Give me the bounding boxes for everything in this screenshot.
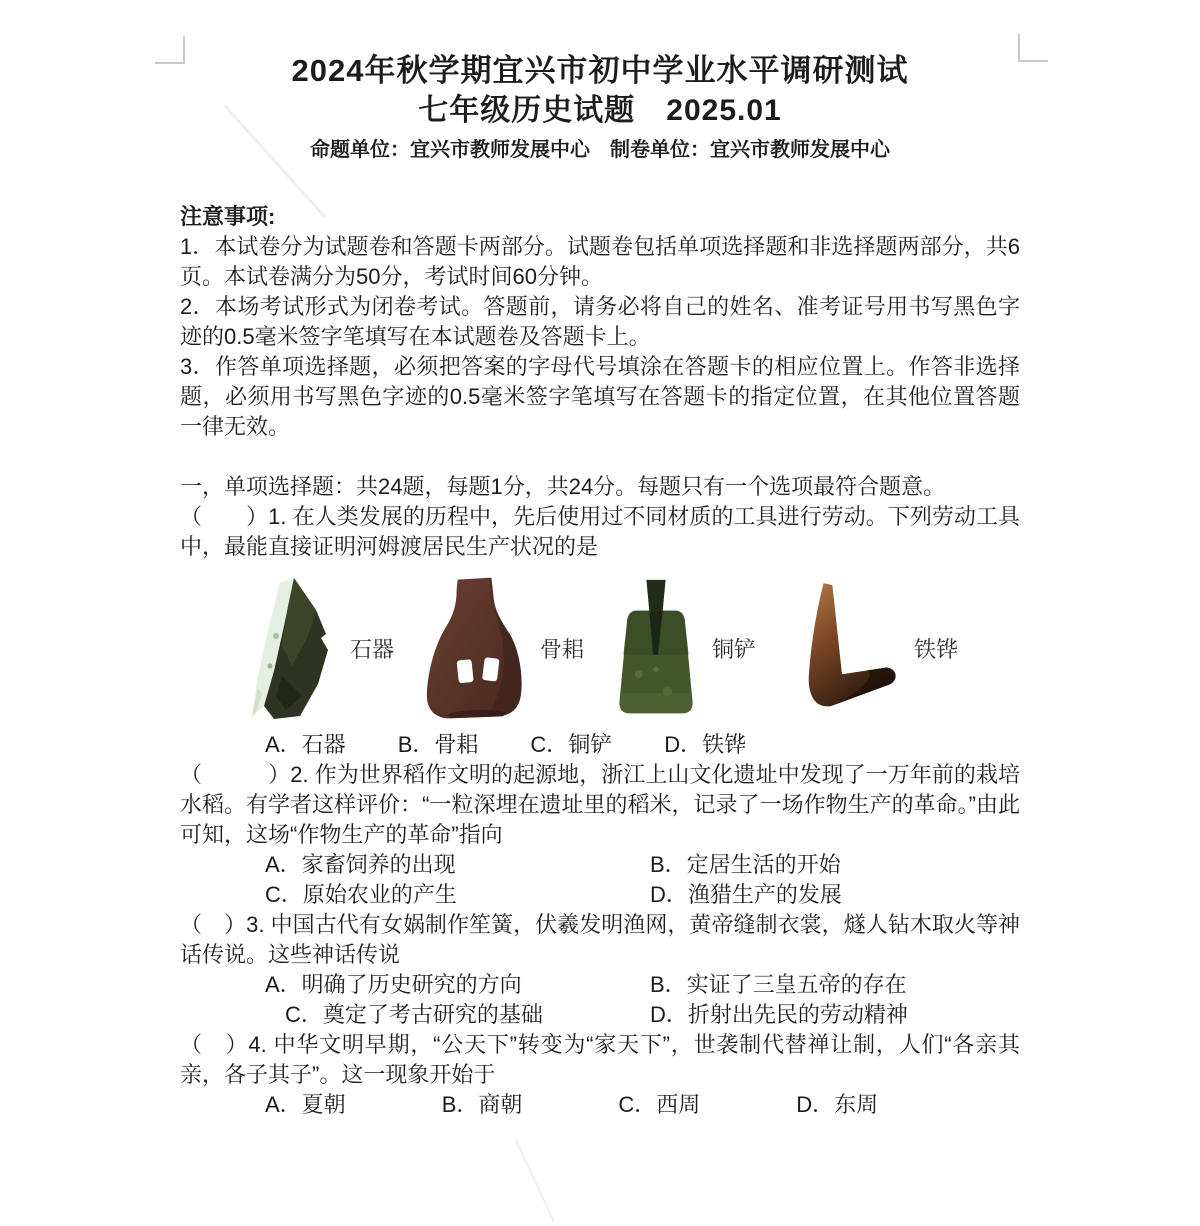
- paper-header: [0, 0, 1200, 162]
- figure-label-stone: 石器: [350, 637, 395, 663]
- bronze-shovel-icon: [608, 575, 704, 725]
- q3-option-a: A．明确了历史研究的方向: [265, 972, 522, 998]
- crop-mark-top-left: [155, 36, 185, 64]
- question-1-figures: [242, 574, 1020, 726]
- org-line: 命题单位：宜兴市教师发展中心 制卷单位：宜兴市教师发展中心: [310, 139, 890, 162]
- notice-item-1: 1．本试卷分为试题卷和答题卡两部分。试题卷包括单项选择题和非选择题两部分，共6页。本试卷满分为50分，考试时间60分钟。: [180, 234, 1020, 290]
- q2-option-a: A．家畜饲养的出现: [265, 852, 456, 878]
- q3-option-c: C．奠定了考古研究的基础: [285, 1002, 543, 1028]
- question-2-options: [265, 850, 1020, 910]
- q3-option-b: B．实证了三皇五帝的存在: [650, 972, 907, 998]
- page-subtitle: 七年级历史试题 2025.01: [418, 94, 782, 128]
- figure-stone-tool: [242, 576, 394, 724]
- q2-option-c: C．原始农业的产生: [265, 882, 457, 908]
- figure-label-bone: 骨耜: [540, 637, 585, 663]
- question-4-stem: （ ）4. 中华文明早期，“公天下”转变为“家天下”，世袭制代替禅让制，人们“各亲其亲，各子其子”。这一现象开始于: [180, 1032, 1020, 1088]
- q4-option-c: C．西周: [618, 1092, 701, 1118]
- q2-option-b: B．定居生活的开始: [650, 852, 841, 878]
- q1-option-c: C．铜铲: [530, 732, 613, 758]
- q4-option-a: A．夏朝: [265, 1092, 346, 1118]
- question-3-options: [265, 970, 1020, 1030]
- figure-bone-spade: [418, 575, 584, 725]
- question-2-stem: （ ）2. 作为世界稻作文明的起源地，浙江上山文化遗址中发现了一万年前的栽培水稻。有学者这样评价：“一粒深埋在遗址里的稻米，记录了一场作物生产的革命。”由此可知，这场“作物生产的革命”指向: [180, 762, 1020, 848]
- q1-option-b: B．骨耜: [397, 732, 479, 758]
- notice-item-2: 2．本场考试形式为闭卷考试。答题前，请务必将自己的姓名、准考证号用书写黑色字迹的0.5毫米签字笔填写在本试题卷及答题卡上。: [180, 294, 1020, 350]
- stone-tool-icon: [242, 576, 342, 724]
- crop-mark-top-right: [1018, 34, 1048, 62]
- q1-option-d: D．铁铧: [664, 732, 747, 758]
- q3-option-d: D．折射出先民的劳动精神: [650, 1002, 908, 1028]
- q2-option-d: D．渔猎生产的发展: [650, 882, 842, 908]
- question-4-options: [265, 1090, 1020, 1120]
- figure-label-iron: 铁铧: [914, 637, 959, 663]
- question-3-stem: （ ）3. 中国古代有女娲制作笙簧，伏羲发明渔网，黄帝缝制衣裳，燧人钻木取火等神话传说。这些神话传说: [180, 912, 1020, 968]
- q4-option-d: D．东周: [796, 1092, 879, 1118]
- question-1-options: [265, 730, 1020, 760]
- figure-iron-plowshare: [780, 578, 958, 723]
- page-title: 2024年秋学期宜兴市初中学业水平调研测试: [291, 53, 909, 88]
- q1-option-a: A．石器: [265, 732, 346, 758]
- notice-heading: 注意事项:: [180, 204, 276, 230]
- notice-item-3: 3．作答单项选择题，必须把答案的字母代号填涂在答题卡的相应位置上。作答非选择题，必须用书写黑色字迹的0.5毫米签字笔填写在答题卡的指定位置，在其他位置答题一律无效。: [180, 354, 1020, 440]
- question-1-stem: （ ）1. 在人类发展的历程中，先后使用过不同材质的工具进行劳动。下列劳动工具中，最能直接证明河姆渡居民生产状况的是: [180, 504, 1020, 560]
- bone-spade-icon: [418, 575, 532, 725]
- scan-streak: [515, 1140, 555, 1222]
- paper-content: [180, 202, 1020, 1120]
- figure-bronze-shovel: [608, 575, 756, 725]
- section-heading: 一，单项选择题：共24题，每题1分，共24分。每题只有一个选项最符合题意。: [180, 474, 946, 500]
- q4-option-b: B．商朝: [441, 1092, 523, 1118]
- figure-label-bronze: 铜铲: [712, 637, 757, 663]
- iron-plowshare-icon: [780, 578, 906, 723]
